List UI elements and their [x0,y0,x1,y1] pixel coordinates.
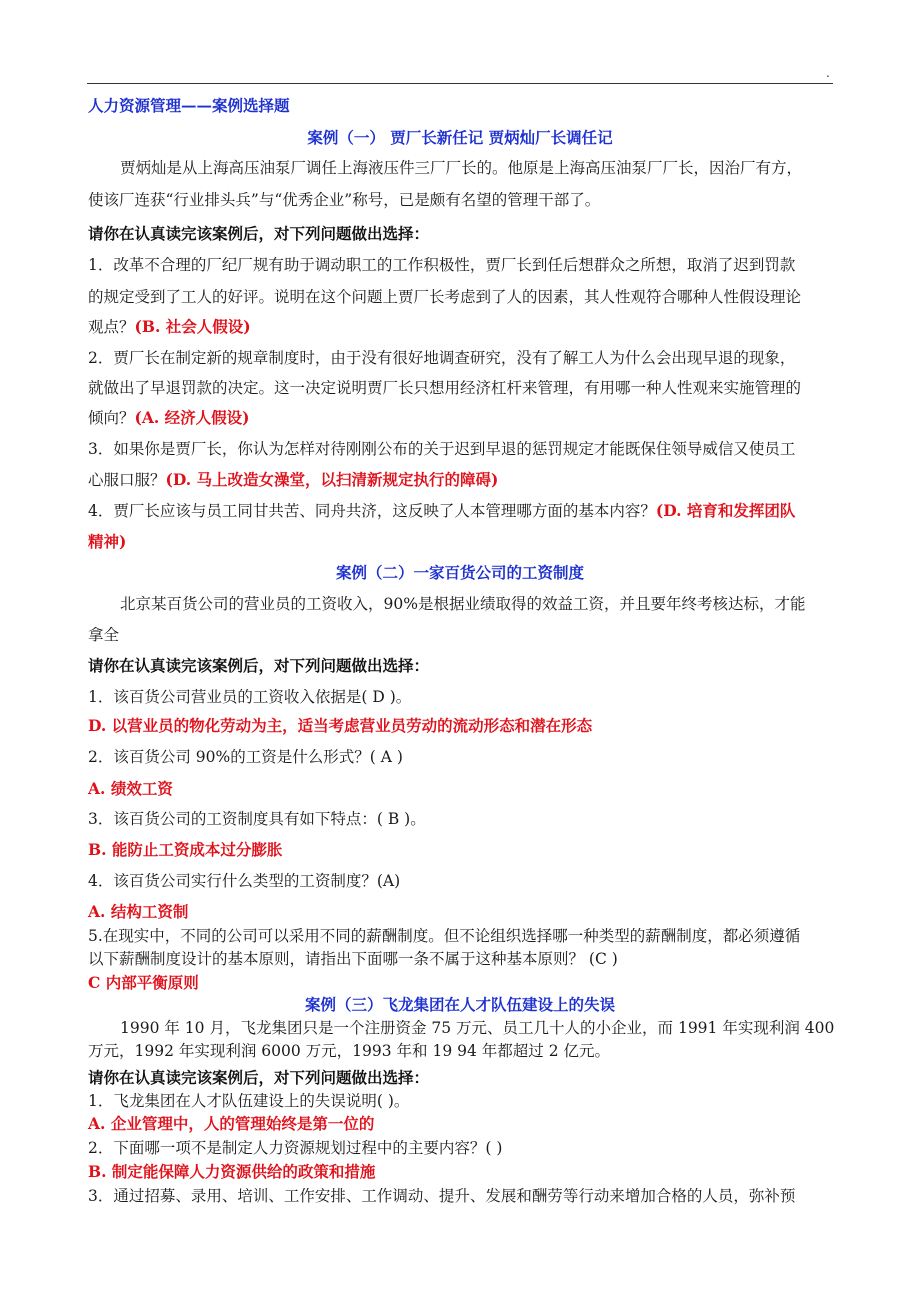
case2-intro-line: 拿全 [88,626,120,644]
case1-q2-line: 就做出了早退罚款的决定。这一决定说明贾厂长只想用经济杠杆来管理，有用哪一种人性观来实施管理的 [88,379,802,397]
doc-title: 人力资源管理——案例选择题 [88,96,290,115]
header-dot: . [826,66,830,80]
case2-q2: 2．该百货公司 90%的工资是什么形式？( A ) [88,748,403,766]
case3-prompt: 请你在认真读完该案例后，对下列问题做出选择： [88,1068,430,1087]
case1-q3-line-2 [88,470,498,490]
case1-q2-answer: (A. 经济人假设) [134,408,250,427]
case2-q5-answer: C 内部平衡原则 [88,973,199,992]
case1-q1-answer: (B. 社会人假设) [134,317,251,336]
case1-intro-line: 贾炳灿是从上海高压油泵厂调任上海液压件三厂厂长的。他原是上海高压油泵厂厂长，因治厂有方， [120,159,803,177]
case1-q1-text: 观点？ [88,318,135,336]
case1-q4-line [88,501,795,521]
case1-q1-line: 的规定受到了工人的好评。说明在这个问题上贾厂长考虑到了人的因素，其人性观符合哪种人性假设理论 [88,288,802,306]
case3-q3: 3．通过招募、录用、培训、工作安排、工作调动、提升、发展和酬劳等行动来增加合格的人员，弥补预 [88,1187,796,1205]
case2-q1: 1．该百货公司营业员的工资收入依据是( D )。 [88,688,412,706]
case1-q1-line: 1．改革不合理的厂纪厂规有助于调动职工的工作积极性，贾厂长到任后想群众之所想，取消了迟到罚款 [88,256,796,274]
case1-q1-line-3 [88,317,251,337]
case2-heading: 案例（二）一家百货公司的工资制度 [335,563,584,582]
case2-q4: 4．该百货公司实行什么类型的工资制度？(A) [88,872,401,890]
case2-q5-line: 5.在现实中，不同的公司可以采用不同的薪酬制度。但不论组织选择哪一种类型的薪酬制度，都必须遵循 [88,927,801,945]
case3-q2: 2．下面哪一项不是制定人力资源规划过程中的主要内容？( ) [88,1139,503,1157]
case1-q3-line: 3．如果你是贾厂长，你认为怎样对待刚刚公布的关于迟到早退的惩罚规定才能既保住领导威信又使员工 [88,440,796,458]
case1-q3-text: 心服口服？ [88,471,166,489]
case1-prompt: 请你在认真读完该案例后，对下列问题做出选择： [88,224,430,243]
case3-heading: 案例（三）飞龙集团在人才队伍建设上的失误 [304,995,615,1014]
case3-intro-line: 1990 年 10 月，飞龙集团只是一个注册资金 75 万元、员工几十人的小企业，而 1991 年实现利润 400 [120,1019,835,1037]
case2-q2-answer: A. 绩效工资 [88,779,173,798]
case1-intro-line: 使该厂连获“行业排头兵”与“优秀企业”称号，已是颇有名望的管理干部了。 [88,191,601,209]
case1-q2-line: 2．贾厂长在制定新的规章制度时，由于没有很好地调查研究，没有了解工人为什么会出现早退的现象， [88,349,796,367]
case1-q2-line-3 [88,408,250,428]
case2-q5-line: 以下薪酬制度设计的基本原则，请指出下面哪一条不属于这种基本原则？ (C ) [88,950,618,968]
case1-q4-answer: (D. 培育和发挥团队 [655,501,796,520]
case1-q4-text: 4．贾厂长应该与员工同甘共苦、同舟共济，这反映了人本管理哪方面的基本内容？ [88,502,656,520]
case2-intro-line: 北京某百货公司的营业员的工资收入，90%是根据业绩取得的效益工资，并且要年终考核达标，才能 [120,595,806,613]
case2-q1-answer: D. 以营业员的物化劳动为主，适当考虑营业员劳动的流动形态和潜在形态 [88,716,593,735]
case1-heading: 案例（一） 贾厂长新任记 贾炳灿厂长调任记 [307,128,613,147]
case2-q4-answer: A. 结构工资制 [88,902,189,921]
case1-q4-answer-cont: 精神) [88,532,127,551]
case3-q1: 1．飞龙集团在人才队伍建设上的失误说明( )。 [88,1092,410,1110]
case2-prompt: 请你在认真读完该案例后，对下列问题做出选择： [88,656,430,675]
case3-q2-answer: B. 制定能保障人力资源供给的政策和措施 [88,1162,376,1181]
header-rule [87,83,833,84]
case3-intro-line: 万元，1992 年实现利润 6000 万元，1993 年和 19 94 年都超过 2 亿元。 [88,1042,610,1060]
case1-q3-answer: (D. 马上改造女澡堂，以扫清新规定执行的障碍) [165,470,499,489]
case3-q1-answer: A. 企业管理中，人的管理始终是第一位的 [88,1114,375,1133]
case2-q3: 3．该百货公司的工资制度具有如下特点：( B )。 [88,810,426,828]
case2-q3-answer: B. 能防止工资成本过分膨胀 [88,840,283,859]
case1-q2-text: 倾向？ [88,409,135,427]
